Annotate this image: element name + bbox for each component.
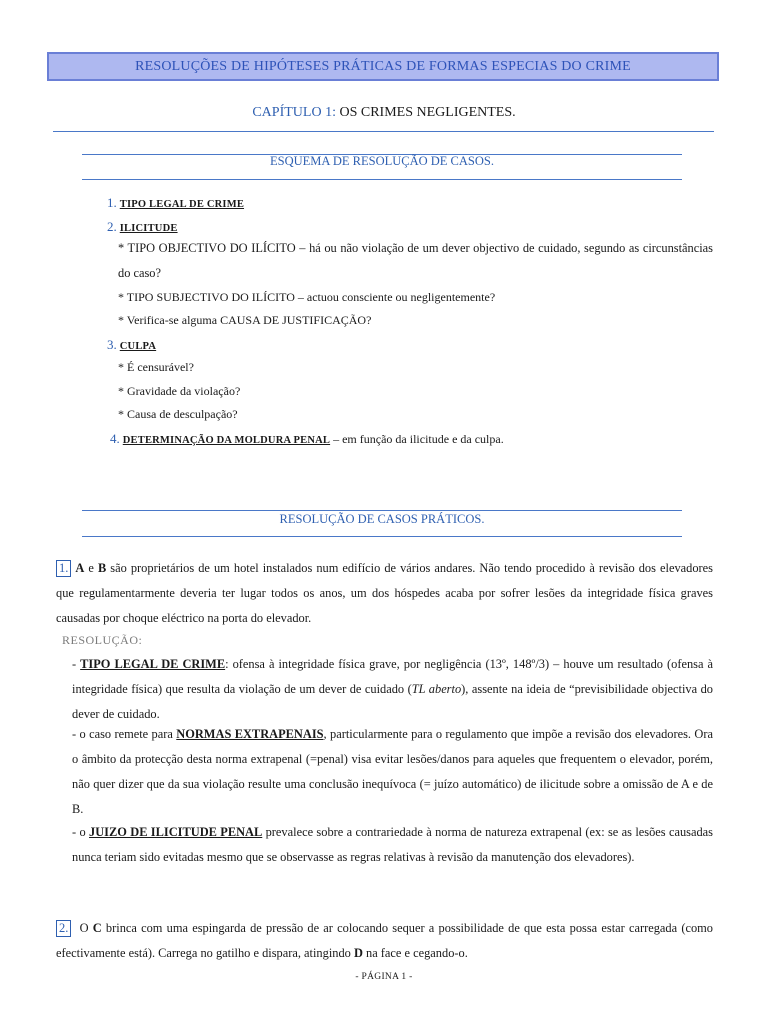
scheme-item-4: 4. DETERMINAÇÃO DA MOLDURA PENAL – em função da ilicitude e da culpa. — [110, 431, 504, 446]
scheme-item-2: 2. ILICITUDE — [107, 219, 178, 234]
divider — [82, 179, 682, 180]
chapter-heading — [0, 105, 768, 121]
scheme-item-3: 3. CULPA — [107, 337, 157, 352]
cases-heading: RESOLUÇÃO DE CASOS PRÁTICOS. — [279, 512, 485, 526]
scheme-item-1: 1. TIPO LEGAL DE CRIME — [107, 195, 245, 210]
chapter-label: CAPÍTULO 1: — [252, 105, 336, 120]
resolution-point-2: - o caso remete para NORMAS EXTRAPENAIS, particularmente para o regulamento que impõe a revisão dos elevadores. Ora o âmbito da protecção desta norma extrapenal (=penal) visa evitar lesões/danos para aqueles que frequentem o elevador, porém, não quer dizer que da sua violação resulte uma conclusão inequívoca (= juízo automático) de ilicitude sobre a omissão de A e de B. — [72, 727, 713, 816]
resolution-point-1: - TIPO LEGAL DE CRIME: ofensa à integridade física grave, por negligência (13º, 148º/3) – houve um resultado (ofensa à integridade física) que resulta da violação de um dever de cuidado (TL aberto), assente na ideia de “previsibilidade objectiva do dever de cuidado. — [72, 657, 713, 721]
ilicitude-sub-3: * Verifica-se alguma CAUSA DE JUSTIFICAÇÃO? — [118, 313, 372, 327]
resolution-point-3: - o JUIZO DE ILICITUDE PENAL prevalece sobre a contrariedade à norma de natureza extrapenal (ex: se as lesões causadas nunca teriam sido evitadas mesmo que se observasse as regras relativas à revisão da manutenção dos elevadores). — [72, 825, 713, 864]
page-number: - PÁGINA 1 - — [355, 972, 413, 982]
resolution-label: RESOLUÇÃO: — [62, 633, 143, 647]
culpa-sub-1: * É censurável? — [118, 360, 194, 374]
divider — [82, 510, 682, 511]
ilicitude-sub-2: * TIPO SUBJECTIVO DO ILÍCITO – actuou consciente ou negligentemente? — [118, 290, 496, 304]
culpa-sub-2: * Gravidade da violação? — [118, 384, 241, 398]
chapter-title: OS CRIMES NEGLIGENTES. — [339, 105, 516, 120]
divider — [82, 536, 682, 537]
case-2-text: 2. O C brinca com uma espingarda de pressão de ar colocando sequer a possibilidade de que esta possa estar carregada (como efectivamente está). Carrega no gatilho e dispara, atingindo D na face e cegando-o. — [56, 921, 713, 960]
document-title: RESOLUÇÕES DE HIPÓTESES PRÁTICAS DE FORMAS ESPECIAS DO CRIME — [47, 52, 719, 81]
scheme-heading: ESQUEMA DE RESOLUÇÃO DE CASOS. — [270, 154, 494, 168]
culpa-sub-3: * Causa de desculpação? — [118, 407, 238, 421]
case-1-number: 1. — [56, 560, 71, 577]
divider — [53, 131, 714, 132]
case-1-text: 1. A e B são proprietários de um hotel instalados num edifício de vários andares. Não tendo procedido à revisão dos elevadores que regulamentarmente deveria ter lugar todos os anos, um dos hóspedes acaba por sofrer lesões da integridade física graves causadas por choque eléctrico na porta do elevador. — [56, 561, 713, 625]
case-2-number: 2. — [56, 920, 71, 937]
ilicitude-sub-1: * TIPO OBJECTIVO DO ILÍCITO – há ou não violação de um dever objectivo de cuidado, segundo as circunstâncias do caso? — [118, 241, 713, 280]
